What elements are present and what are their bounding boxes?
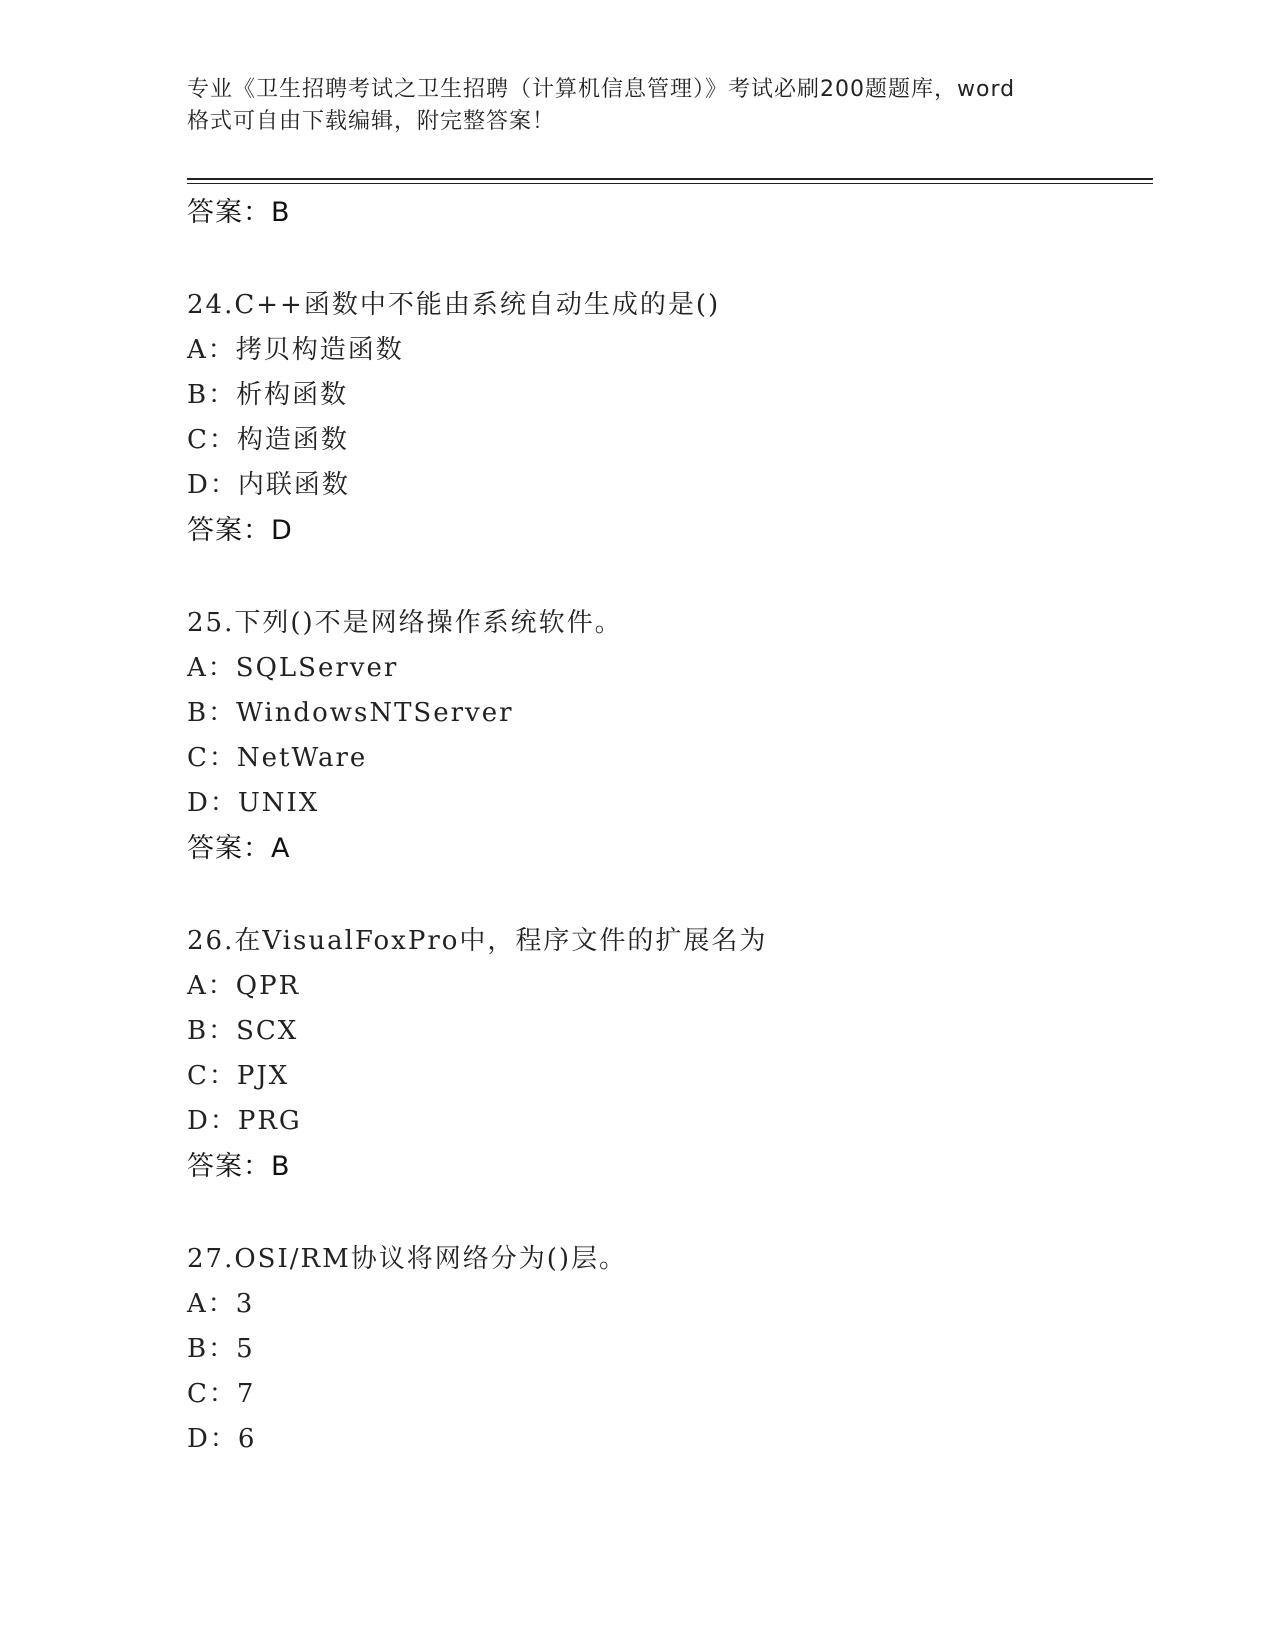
option-d: D：UNIX — [187, 788, 320, 818]
option-a: A：SQLServer — [187, 653, 399, 683]
option-a: A：QPR — [187, 971, 301, 1001]
header-line-1: 专业《卫生招聘考试之卫生招聘（计算机信息管理）》考试必刷200题题库，word — [187, 77, 1016, 102]
header-divider-thin — [187, 183, 1153, 184]
option-d: D：PRG — [187, 1106, 302, 1136]
question-26 — [187, 918, 1153, 1189]
answer-25: 答案：A — [187, 833, 291, 864]
option-d: D：6 — [187, 1424, 257, 1454]
header-line-2: 格式可自由下载编辑，附完整答案！ — [187, 109, 556, 134]
question-27 — [187, 1236, 1153, 1462]
question-text: 25.下列()不是网络操作系统软件。 — [187, 608, 623, 638]
question-25 — [187, 600, 1153, 871]
option-c: C：NetWare — [187, 743, 368, 773]
option-c: C：构造函数 — [187, 425, 349, 455]
answer-previous: 答案：B — [187, 197, 291, 228]
option-c: C：PJX — [187, 1061, 290, 1091]
document-header — [187, 74, 1087, 138]
question-24 — [187, 282, 1153, 553]
option-b: B：SCX — [187, 1016, 299, 1046]
header-divider-thick — [187, 178, 1153, 180]
option-b: B：5 — [187, 1334, 255, 1364]
answer-24: 答案：D — [187, 515, 293, 546]
option-d: D：内联函数 — [187, 470, 350, 500]
option-c: C：7 — [187, 1379, 256, 1409]
answer-26: 答案：B — [187, 1151, 291, 1182]
question-list — [187, 190, 1153, 1462]
question-text: 24.C++函数中不能由系统自动生成的是() — [187, 290, 721, 320]
option-b: B：析构函数 — [187, 380, 349, 410]
option-a: A：拷贝构造函数 — [187, 335, 404, 365]
option-a: A：3 — [187, 1289, 255, 1319]
question-text: 26.在VisualFoxPro中，程序文件的扩展名为 — [187, 926, 768, 956]
question-text: 27.OSI/RM协议将网络分为()层。 — [187, 1244, 627, 1274]
option-b: B：WindowsNTServer — [187, 698, 514, 728]
